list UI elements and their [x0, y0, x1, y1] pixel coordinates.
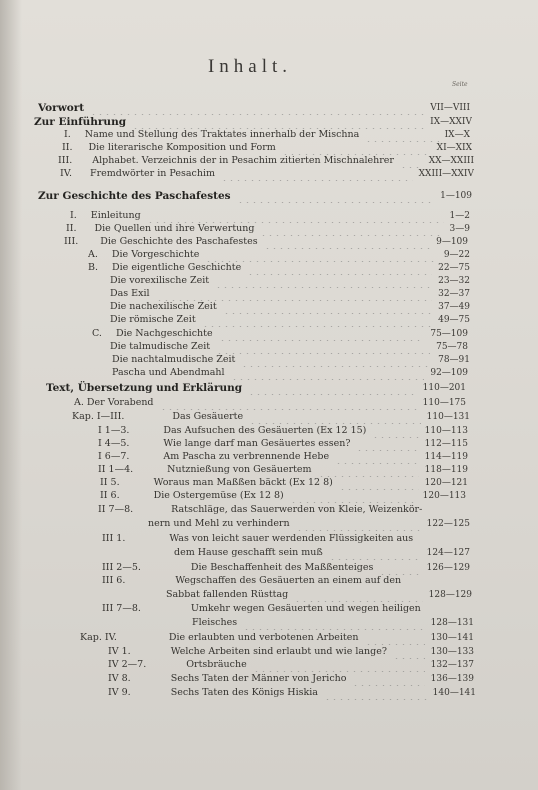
- leader-dots: [219, 327, 425, 341]
- leader-dots: [339, 476, 419, 490]
- toc-entry: [174, 546, 470, 560]
- toc-entry-label: III.: [64, 236, 79, 247]
- toc-entry-pages: XX—XXIII: [428, 156, 474, 166]
- toc-entry-title: Die nachexilische Zeit: [110, 301, 217, 312]
- toc-entry: [112, 353, 470, 367]
- toc-entry-label: I 6—7.: [98, 451, 130, 462]
- toc-entry: [102, 532, 470, 546]
- toc-entry-title: Umkehr wegen Gesäuerten und wegen heiligen: [190, 603, 421, 614]
- leader-dots: [264, 235, 431, 249]
- toc-entry-title: Zur Einführung: [34, 116, 127, 128]
- toc-entry-pages: 110—131: [426, 412, 470, 422]
- toc-entry-label: I 4—5.: [98, 438, 130, 449]
- toc-entry: [192, 616, 474, 630]
- toc-entry: [98, 437, 468, 451]
- toc-entry-title: Nutznießung von Gesäuertem: [167, 464, 312, 475]
- toc-entry-title: Die Nachgeschichte: [115, 328, 213, 339]
- toc-entry: [58, 154, 474, 168]
- leader-dots: [160, 396, 417, 410]
- toc-entry-title: Woraus man Maßßen bäckt (Ex 12 8): [153, 477, 333, 488]
- toc-entry-title: Welche Arbeiten sind erlaubt und wie lange?: [170, 646, 387, 657]
- leader-dots: [223, 300, 432, 314]
- toc-entry-pages: 120—121: [424, 478, 468, 488]
- toc-entry-label: II 5.: [100, 477, 120, 488]
- toc-entry: [62, 141, 472, 155]
- leader-dots: [156, 287, 433, 301]
- toc-entry-pages: 130—141: [430, 633, 474, 643]
- toc-entry-title: Pascha und Abendmahl: [112, 367, 225, 378]
- toc-entry-pages: IX—XXIV: [430, 117, 472, 127]
- toc-entry: [108, 686, 476, 700]
- toc-entry-pages: 1—109: [440, 191, 472, 201]
- toc-entry: [108, 658, 474, 672]
- toc-entry-title: Die Geschichte des Paschafestes: [100, 236, 258, 247]
- toc-entry-label: C.: [92, 328, 102, 339]
- toc-entry: [166, 588, 472, 602]
- toc-entry-title: Text, Übersetzung und Erklärung: [46, 382, 243, 394]
- toc-entry-title: Vorwort: [38, 102, 85, 114]
- toc-entry-pages: 130—133: [430, 647, 474, 657]
- toc-entry: [148, 517, 470, 531]
- toc-entry-pages: 110—175: [422, 398, 466, 408]
- toc-entry: [46, 381, 466, 395]
- page-column-header: Seite: [452, 81, 468, 88]
- toc-entry: [98, 463, 468, 477]
- toc-entry-title: dem Hause geschafft sein muß: [174, 547, 323, 558]
- toc-entry-label: II.: [66, 223, 77, 234]
- toc-entry-pages: 23—32: [438, 276, 470, 286]
- toc-entry: [38, 189, 472, 203]
- leader-dots: [215, 274, 432, 288]
- toc-entry-pages: 112—115: [424, 439, 468, 449]
- leader-dots: [365, 631, 425, 645]
- toc-entry-pages: VII—VIII: [430, 103, 470, 113]
- toc-entry: [34, 115, 472, 129]
- toc-entry-title: Ratschläge, das Sauerwerden von Kleie, Weizenkör-: [171, 504, 423, 515]
- toc-entry-pages: 132—137: [430, 660, 474, 670]
- toc-entry-pages: XXIII—XXIV: [418, 169, 474, 179]
- toc-entry: [102, 574, 472, 588]
- leader-dots: [237, 189, 435, 203]
- leader-dots: [329, 546, 421, 560]
- toc-entry-title: Das Gesäuerte: [172, 411, 244, 422]
- toc-entry-label: I 1—3.: [98, 425, 130, 436]
- toc-entry-pages: 75—78: [436, 342, 468, 352]
- leader-dots: [296, 517, 421, 531]
- leader-dots: [324, 686, 427, 700]
- toc-entry: [70, 209, 470, 223]
- toc-entry: [88, 248, 470, 262]
- toc-entry: [98, 424, 468, 438]
- leader-dots: [216, 340, 430, 354]
- leader-dots: [282, 141, 431, 155]
- toc-entry: [98, 503, 470, 517]
- toc-entry: [74, 396, 466, 410]
- leader-dots: [393, 645, 425, 659]
- leader-dots: [379, 561, 420, 575]
- leader-dots: [90, 101, 424, 115]
- toc-entry-label: III 1.: [102, 533, 126, 544]
- leader-dots: [400, 154, 423, 168]
- toc-entry: [108, 672, 474, 686]
- toc-entry-title: Die literarische Komposition und Form: [88, 142, 276, 153]
- toc-entry: [80, 631, 474, 645]
- toc-entry-title: Fleisches: [192, 617, 238, 628]
- toc-entry-pages: 22—75: [438, 263, 470, 273]
- toc-entry-pages: 9—109: [436, 237, 468, 247]
- toc-entry-title: Die talmudische Zeit: [110, 341, 211, 352]
- toc-entry: [108, 645, 474, 659]
- toc-entry-label: Kap. I—III.: [72, 411, 125, 422]
- toc-entry: [92, 327, 468, 341]
- toc-entry-title: Die Vorgeschichte: [111, 249, 200, 260]
- toc-entry-pages: 128—129: [428, 590, 472, 600]
- page-title: Inhalt.: [207, 56, 293, 77]
- leader-dots: [132, 115, 424, 129]
- toc-entry-title: Die nachtalmudische Zeit: [112, 354, 236, 365]
- toc-entry-label: III 2—5.: [102, 562, 141, 573]
- toc-entry-pages: 9—22: [443, 250, 470, 260]
- leader-dots: [335, 450, 419, 464]
- leader-dots: [318, 463, 419, 477]
- toc-entry: [110, 300, 470, 314]
- toc-entry-label: IV.: [60, 168, 72, 179]
- toc-entry: [110, 340, 468, 354]
- toc-entry: [112, 366, 468, 380]
- toc-entry-label: IV 8.: [108, 673, 131, 684]
- toc-entry-pages: 110—113: [424, 426, 468, 436]
- leader-dots: [231, 366, 425, 380]
- toc-entry: [98, 450, 468, 464]
- toc-entry-label: Kap. IV.: [80, 632, 117, 643]
- toc-entry-pages: 3—9: [449, 224, 470, 234]
- toc-entry-pages: IX—X: [444, 130, 470, 140]
- toc-entry-label: IV 9.: [108, 687, 131, 698]
- leader-dots: [372, 424, 418, 438]
- leader-dots: [241, 353, 432, 367]
- toc-entry-title: Wie lange darf man Gesäuertes essen?: [163, 438, 351, 449]
- toc-entry: [110, 313, 470, 327]
- toc-entry-pages: 136—139: [430, 674, 474, 684]
- toc-entry-title: Das Aufsuchen des Gesäuerten (Ex 12 15): [163, 425, 367, 436]
- toc-entry-pages: 49—75: [438, 315, 470, 325]
- toc-entry: [64, 128, 470, 142]
- toc-entry: [102, 561, 470, 575]
- leader-dots: [147, 209, 444, 223]
- toc-entry-pages: 140—141: [432, 688, 476, 698]
- toc-entry-title: Was von leicht sauer werdenden Flüssigkeiten aus: [169, 533, 414, 544]
- leader-dots: [205, 248, 437, 262]
- toc-entry-title: A. Der Vorabend: [74, 397, 154, 408]
- leader-dots: [365, 128, 438, 142]
- leader-dots: [253, 658, 425, 672]
- toc-entry: [72, 410, 470, 424]
- toc-entry-pages: 114—119: [424, 452, 468, 462]
- toc-entry-pages: 75—109: [430, 329, 468, 339]
- toc-entry-title: Fremdwörter in Pesachim: [89, 168, 216, 179]
- toc-entry-title: Einleitung: [90, 210, 141, 221]
- toc-entry-title: Am Pascha zu verbrennende Hebe: [163, 451, 330, 462]
- toc-entry-label: I.: [70, 210, 77, 221]
- leader-dots: [294, 588, 422, 602]
- leader-dots: [249, 410, 421, 424]
- toc-entry-pages: 78—91: [438, 355, 470, 365]
- leader-dots: [356, 437, 418, 451]
- leader-dots: [247, 261, 432, 275]
- page-fold-shadow: [0, 0, 22, 790]
- toc-entry-title: Die römische Zeit: [110, 314, 196, 325]
- toc-entry-label: I.: [64, 129, 71, 140]
- leader-dots: [221, 167, 413, 181]
- toc-entry: [100, 489, 466, 503]
- toc-entry-title: Die eigentliche Geschichte: [112, 262, 242, 273]
- toc-entry-title: Die Beschaffenheit des Maßßenteiges: [190, 562, 374, 573]
- toc-entry-title: Alphabet. Verzeichnis der in Pesachim zitierten Mischnalehrer: [92, 155, 394, 166]
- toc-entry-title: Ortsbräuche: [186, 659, 247, 670]
- toc-entry-pages: 110—201: [422, 383, 466, 393]
- toc-entry: [60, 167, 474, 181]
- toc-entry-title: nern und Mehl zu verhindern: [148, 518, 290, 529]
- toc-entry-pages: 118—119: [424, 465, 468, 475]
- toc-entry-title: Name und Stellung des Traktates innerhalb der Mischna: [84, 129, 360, 140]
- leader-dots: [248, 381, 417, 395]
- toc-entry-pages: 32—37: [438, 289, 470, 299]
- toc-entry-pages: 92—109: [430, 368, 468, 378]
- leader-dots: [260, 222, 443, 236]
- toc-entry-label: B.: [88, 262, 99, 273]
- toc-entry-pages: 126—129: [426, 563, 470, 573]
- toc-entry-title: Die vorexilische Zeit: [110, 275, 210, 286]
- toc-entry-label: II.: [62, 142, 73, 153]
- toc-entry-pages: 124—127: [426, 548, 470, 558]
- toc-entry-title: Die erlaubten und verbotenen Arbeiten: [168, 632, 359, 643]
- leader-dots: [202, 313, 432, 327]
- toc-entry: [100, 476, 468, 490]
- leader-dots: [243, 616, 425, 630]
- toc-entry-label: II 6.: [100, 490, 120, 501]
- toc-entry: [110, 274, 470, 288]
- toc-entry-title: Die Ostergemüse (Ex 12 8): [153, 490, 284, 501]
- toc-entry: [102, 602, 472, 616]
- toc-entry-pages: XI—XIX: [436, 143, 472, 153]
- toc-entry: [88, 261, 470, 275]
- toc-entry-title: Das Exil: [110, 288, 150, 299]
- toc-entry-label: III 6.: [102, 575, 126, 586]
- toc-entry: [38, 101, 470, 115]
- toc-entry-pages: 122—125: [426, 519, 470, 529]
- toc-entry-label: III 7—8.: [102, 603, 141, 614]
- toc-entry-label: II 7—8.: [98, 504, 134, 515]
- toc-entry-pages: 128—131: [430, 618, 474, 628]
- leader-dots: [352, 672, 424, 686]
- toc-entry: [110, 287, 470, 301]
- toc-entry-label: A.: [88, 249, 98, 260]
- toc-entry-pages: 37—49: [438, 302, 470, 312]
- toc-entry-label: IV 1.: [108, 646, 131, 657]
- toc-entry-title: Sechs Taten der Männer von Jericho: [170, 673, 347, 684]
- toc-entry-pages: 120—113: [422, 491, 466, 501]
- toc-entry-title: Die Quellen und ihre Verwertung: [94, 223, 255, 234]
- toc-entry-label: IV 2—7.: [108, 659, 147, 670]
- toc-entry-pages: 1—2: [449, 211, 470, 221]
- toc-entry-title: Wegschaffen des Gesäuerten an einem auf den: [175, 575, 402, 586]
- leader-dots: [290, 489, 417, 503]
- toc-entry: [66, 222, 470, 236]
- toc-entry-title: Sabbat fallenden Rüsttag: [166, 589, 289, 600]
- toc-entry: [64, 235, 468, 249]
- toc-entry-label: III.: [58, 155, 73, 166]
- toc-entry-title: Sechs Taten des Königs Hiskia: [170, 687, 318, 698]
- toc-entry-label: II 1—4.: [98, 464, 134, 475]
- toc-entry-title: Zur Geschichte des Paschafestes: [38, 190, 231, 202]
